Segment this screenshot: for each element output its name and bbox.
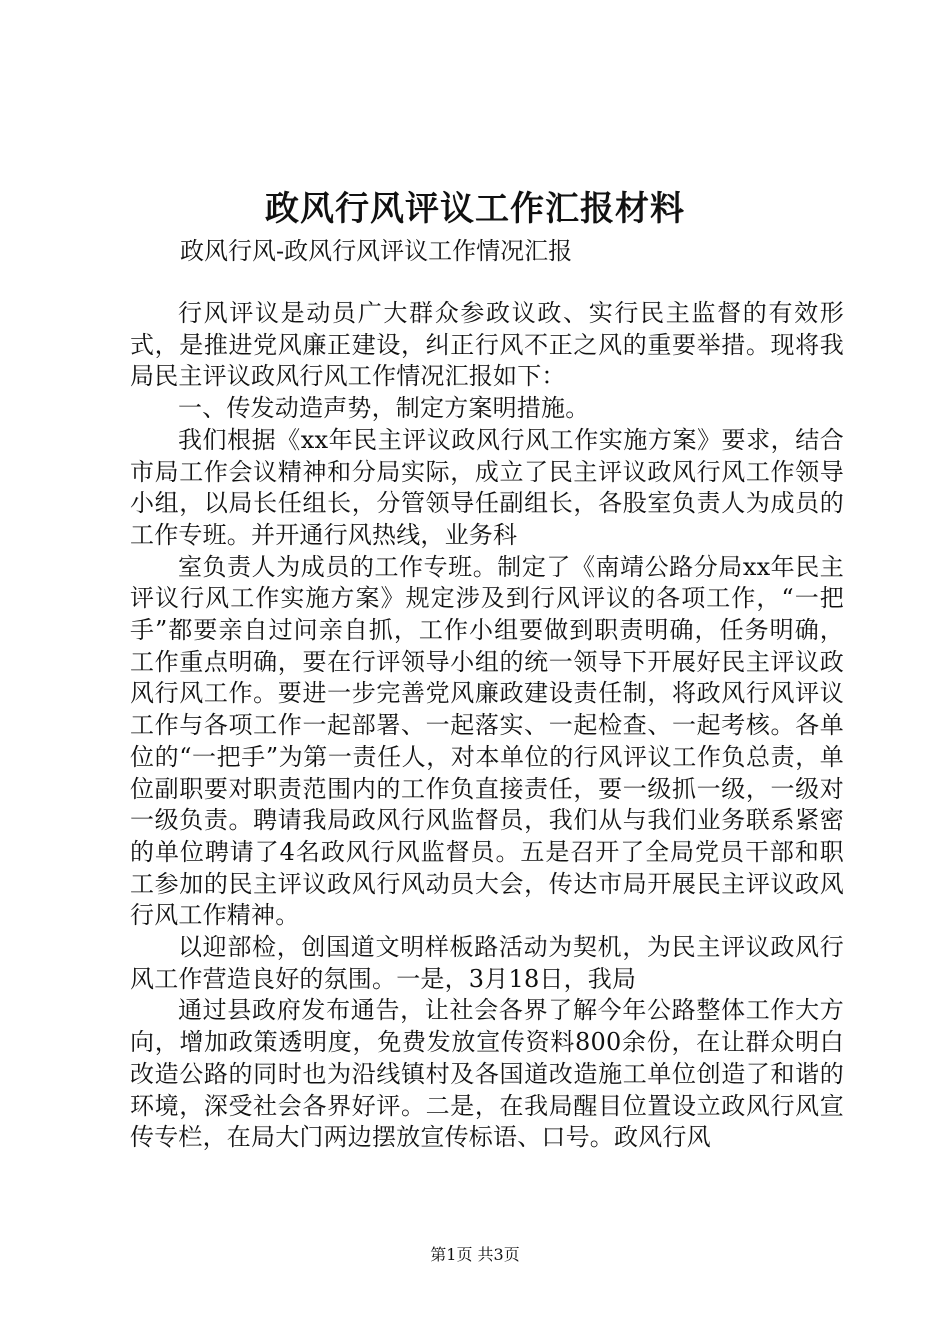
paragraph-plan: 我们根据《xx年民主评议政风行风工作实施方案》要求，结合市局工作会议精神和分局实际，成立了民主评议政风行风工作领导小组，以局长任组长，分管领导任副组长，各股室负责人为成员的工作专班。并开通行风热线，业务科 xyxy=(130,425,844,549)
document-subtitle: 政风行风-政风行风评议工作情况汇报 xyxy=(180,237,573,265)
paragraph-intro: 行风评议是动员广大群众参政议政、实行民主监督的有效形式，是推进党风廉正建设，纠正行风不正之风的重要举措。现将我局民主评议政风行风工作情况汇报如下： xyxy=(130,299,844,391)
paragraph-atmosphere: 以迎部检，创国道文明样板路活动为契机，为民主评议政风行风工作营造良好的氛围。一是，3月18日，我局 xyxy=(130,933,844,993)
document-body xyxy=(130,298,844,1154)
document-title: 政风行风评议工作汇报材料 xyxy=(265,189,685,229)
paragraph-publicity: 通过县政府发布通告，让社会各界了解今年公路整体工作大方向，增加政策透明度，免费发放宣传资料800余份，在让群众明白改造公路的同时也为沿线镇村及各国道改造施工单位创造了和谐的环境，深受社会各界好评。二是，在我局醒目位置设立政风行风宣传专栏，在局大门两边摆放宣传标语、口号。政风行风 xyxy=(130,996,844,1152)
paragraph-responsibility: 室负责人为成员的工作专班。制定了《南靖公路分局xx年民主评议行风工作实施方案》规定涉及到行风评议的各项工作，“一把手”都要亲自过问亲自抓，工作小组要做到职责明确，任务明确，工作重点明确，要在行评领导小组的统一领导下开展好民主评议政风行风工作。要进一步完善党风廉政建设责任制，将政风行风评议工作与各项工作一起部署、一起落实、一起检查、一起考核。各单位的“一把手”为第一责任人，对本单位的行风评议工作负总责，单位副职要对职责范围内的工作负直接责任，要一级抓一级，一级对一级负责。聘请我局政风行风监督员，我们从与我们业务联系紧密的单位聘请了4名政风行风监督员。五是召开了全局党员干部和职工参加的民主评议政风行风动员大会，传达市局开展民主评议政风行风工作精神。 xyxy=(130,552,844,930)
paragraph-section-heading: 一、传发动造声势，制定方案明措施。 xyxy=(178,394,590,423)
page-footer: 第1页 共3页 xyxy=(430,1245,520,1264)
